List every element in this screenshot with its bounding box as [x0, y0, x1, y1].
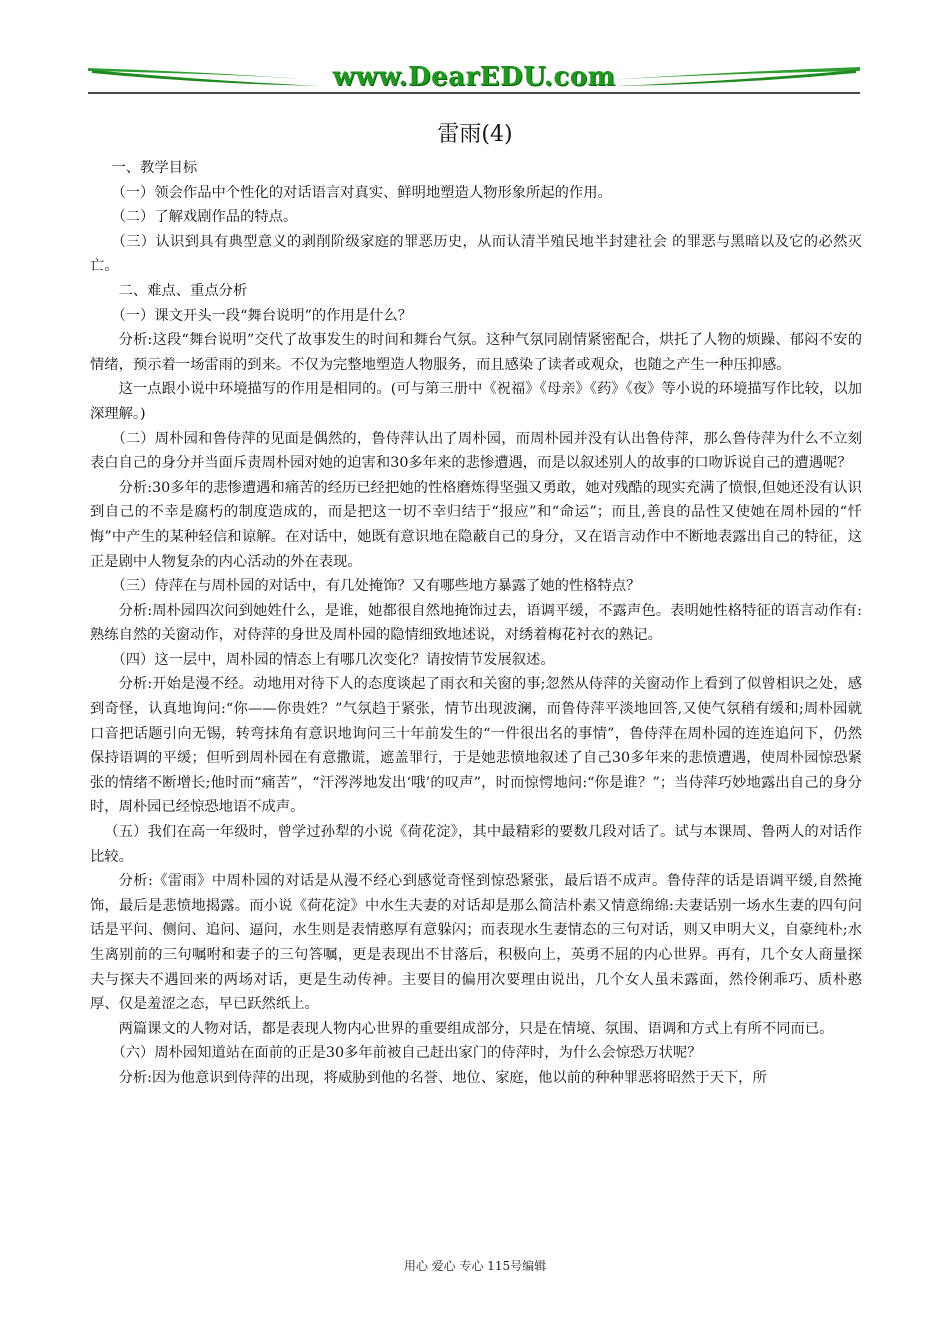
- body-paragraph: 一、教学目标: [111, 160, 198, 176]
- header-divider: [88, 92, 860, 94]
- body-paragraph: （二）了解戏剧作品的特点。: [111, 209, 298, 226]
- body-paragraph: 分析:这段“舞台说明”交代了故事发生的时间和舞台气氛。这种气氛同剧情紧密配合，烘托了人物的烦躁、郁闷不安的情绪，预示着一场雷雨的到来。不仅为完整地塑造人物服务，而且感染了读者或观众，也随之产生一种压抑感。: [90, 332, 862, 373]
- body-paragraph: （四）这一层中，周朴园的情态上有哪几次变化？请按情节发展叙述。: [111, 651, 555, 668]
- document-body: [90, 156, 862, 1091]
- body-paragraph: 分析:因为他意识到侍萍的出现，将威胁到他的名誉、地位、家庭，他以前的种种罪恶将昭然于天下，所: [118, 1069, 767, 1086]
- body-paragraph: 分析:开始是漫不经。动地用对待下人的态度谈起了雨衣和关窗的事;忽然从侍萍的关窗动作上看到了似曾相识之处，感到奇怪，认真地询问:“你——你贵姓？”气氛趋于紧张，情节出现波澜，而鲁侍萍平淡地回答,又使气氛稍有缓和;周朴园就口音把话题引向无锡，转弯抹角有意识地询问三十年前发生的“一件很出名的事情”，鲁侍萍在周朴园的连连追问下，仍然保持语调的平缓；但听到周朴园在有意撒谎，遮盖罪行，于是她悲愤地叙述了自己30多年来的悲愤遭遇，使周朴园惊恐紧张的情绪不断增长;他时而“痛苦”，“汗涔涔地发出‘哦’的叹声”，时而惊愕地问:“你是谁？”；当侍萍巧妙地露出自己的身分时，周朴园已经惊恐地语不成声。: [90, 676, 862, 816]
- body-paragraph: 二、难点、重点分析: [118, 282, 248, 299]
- body-paragraph: 分析:30多年的悲惨遭遇和痛苦的经历已经把她的性格磨炼得坚强又勇敢，她对残酷的现实充满了愤恨,但她还没有认识到自己的不幸是腐朽的制度造成的，而是把这一切不幸归结于“报应”和“命运”；而且,善良的品性又使她在周朴园的“忏悔”中产生的某种轻信和谅解。在对话中，她既有意识地在隐蔽自己的身分，又在语言动作中不断地表露出自己的特征，这正是剧中人物复杂的内心活动的外在表现。: [90, 479, 862, 570]
- body-paragraph: （六）周朴园知道站在面前的正是30多年前被自己赶出家门的侍萍时，为什么会惊恐万状呢？: [111, 1045, 702, 1062]
- body-paragraph: （三）认识到具有典型意义的剥削阶级家庭的罪恶历史，从而认清半殖民地半封建社会 的罪恶与黑暗以及它的必然灭亡。: [90, 233, 862, 275]
- body-paragraph: 这一点跟小说中环境描写的作用是相同的。(可与第三册中《祝福》《母亲》《药》《夜》等小说的环境描写作比较，以加深理解。): [90, 381, 862, 422]
- body-paragraph: （一）领会作品中个性化的对话语言对真实、鲜明地塑造人物形象所起的作用。: [111, 184, 612, 201]
- body-paragraph: （一）课文开头一段“舞台说明”的作用是什么？: [111, 307, 412, 324]
- body-paragraph: 分析:《雷雨》中周朴园的对话是从漫不经心到感觉奇怪到惊恐紧张，最后语不成声。鲁侍萍的话是语调平缓,自然掩饰，最后是悲愤地揭露。而小说《荷花淀》中水生夫妻的对话却是那么简洁朴素又情意绵绵:夫妻话别一场水生妻的四句问话是平问、侧问、追问、逼问，水生则是表情憨厚有意躲闪；而表现水生妻情态的三句对话，则又申明大义，自豪纯朴;水生离别前的三句嘱咐和妻子的三句答嘱，更是表现出不甘落后，积极向上，英勇不屈的内心世界。再有，几个女人商量探夫与探夫不遇回来的两场对话，更是生动传神。主要目的偏用次要理由说出，几个女人虽未露面，然伶俐乖巧、质朴憨厚、仅是羞涩之态，早已跃然纸上。: [90, 873, 862, 1013]
- body-paragraph: （五）我们在高一年级时，曾学过孙犁的小说《荷花淀》，其中最精彩的要数几段对话了。试与本课周、鲁两人的对话作比较。: [90, 824, 862, 865]
- body-paragraph: （三）侍萍在与周朴园的对话中，有几处掩饰？又有哪些地方暴露了她的性格特点？: [111, 578, 641, 595]
- page-footer: 用心 爱心 专心 115号编辑: [403, 1259, 547, 1273]
- body-paragraph: 两篇课文的人物对话，都是表现人物内心世界的重要组成部分，只是在情境、氛围、语调和方式上有所不同而已。: [118, 1020, 834, 1037]
- site-logo-text: www.DearEDU.com: [332, 62, 616, 92]
- document-title: 雷雨(4): [437, 122, 513, 147]
- body-paragraph: （二）周朴园和鲁侍萍的见面是偶然的，鲁侍萍认出了周朴园，而周朴园并没有认出鲁侍萍，那么鲁侍萍为什么不立刻表白自己的身分并当面斥责周朴园对她的迫害和30多年来的悲惨遭遇，而是以叙述别人的故事的口吻诉说自己的遭遇呢？: [90, 430, 862, 472]
- body-paragraph: 分析:周朴园四次问到她姓什么，是谁，她都很自然地掩饰过去，语调平缓，不露声色。表明她性格特征的语言动作有:熟练自然的关窗动作，对侍萍的身世及周朴园的隐情细致地述说，对绣着梅花衬衣的熟记。: [90, 602, 862, 644]
